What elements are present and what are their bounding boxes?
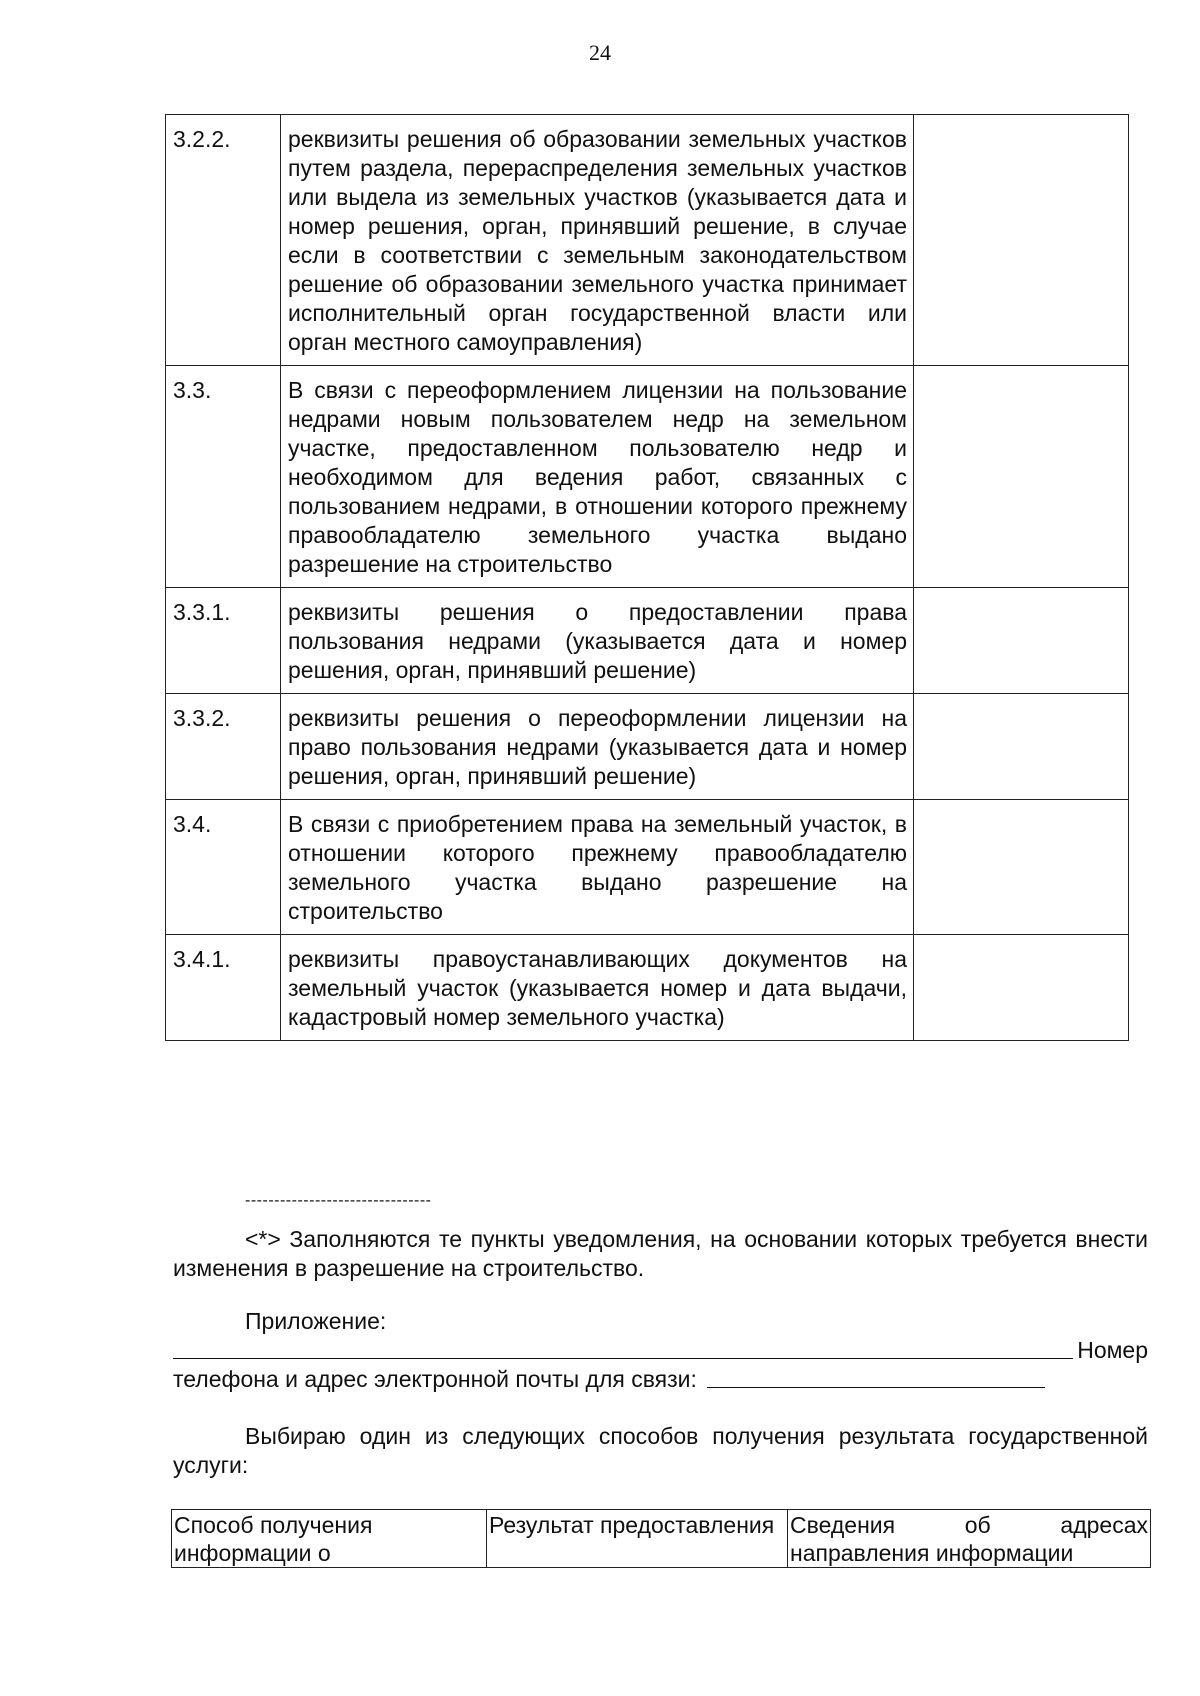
table-row (166, 935, 1129, 1041)
item-description: В связи с приобретением права на земельный участок, в отношении которого прежнему правообладателю земельного участка выдано разрешение на строительство (281, 800, 914, 935)
item-number: 3.3.1. (166, 588, 281, 694)
method-prompt: Выбираю один из следующих способов получения результата государственной услуги: (173, 1423, 1148, 1478)
item-description: реквизиты решения об образовании земельных участков путем раздела, перераспределения земельных участков или выдела из земельных участков (указывается дата и номер решения, орган, принявший решение, в случае если в соответствии с земельным законодательством решение об образовании земельного участка принимает исполнительный орган государственной власти или орган местного самоуправления) (281, 115, 914, 366)
item-value-cell[interactable] (914, 800, 1129, 935)
column-header-addresses: Сведения об адресах направления информации (788, 1510, 1151, 1568)
contact-fill-line[interactable] (707, 1365, 1045, 1388)
item-number: 3.3. (166, 366, 281, 588)
column-header-method: Способ получения информации о (172, 1510, 487, 1568)
methods-table (171, 1509, 1151, 1568)
table-row (166, 588, 1129, 694)
item-description: реквизиты правоустанавливающих документов на земельный участок (указывается номер и дата выдачи, кадастровый номер земельного участка) (281, 935, 914, 1041)
item-value-cell[interactable] (914, 694, 1129, 800)
item-value-cell[interactable] (914, 935, 1129, 1041)
page-number: 24 (589, 40, 611, 65)
item-value-cell[interactable] (914, 115, 1129, 366)
column-header-result: Результат предоставления (487, 1510, 788, 1568)
appendix-fill-line[interactable] (173, 1336, 1073, 1359)
notification-table (165, 114, 1129, 1041)
item-number: 3.2.2. (166, 115, 281, 366)
item-number: 3.3.2. (166, 694, 281, 800)
table-header-row (172, 1510, 1151, 1568)
footnote-text: <*> Заполняются те пункты уведомления, на основании которых требуется внести изменения в разрешение на строительство. (173, 1226, 1148, 1281)
item-description: В связи с переоформлением лицензии на пользование недрами новым пользователем недр на земельном участке, предоставленном пользователю недр и необходимом для ведения работ, связанных с пользованием недрами, в отношении которого прежнему правообладателю земельного участка выдано разрешение на строительство (281, 366, 914, 588)
item-value-cell[interactable] (914, 366, 1129, 588)
contact-label-part1: Номер (1077, 1337, 1148, 1363)
item-description: реквизиты решения о предоставлении права пользования недрами (указывается дата и номер решения, орган, принявший решение) (281, 588, 914, 694)
table-row (166, 800, 1129, 935)
item-description: реквизиты решения о переоформлении лицензии на право пользования недрами (указывается дата и номер решения, орган, принявший решение) (281, 694, 914, 800)
appendix-label: Приложение: (245, 1308, 387, 1334)
table-row (166, 115, 1129, 366)
item-number: 3.4.1. (166, 935, 281, 1041)
item-value-cell[interactable] (914, 588, 1129, 694)
table-row (166, 366, 1129, 588)
table-row (166, 694, 1129, 800)
item-number: 3.4. (166, 800, 281, 935)
contact-section (173, 1336, 1148, 1394)
contact-label-part2: телефона и адрес электронной почты для связи: (173, 1366, 697, 1392)
footnote-separator: -------------------------------- (245, 1192, 432, 1209)
